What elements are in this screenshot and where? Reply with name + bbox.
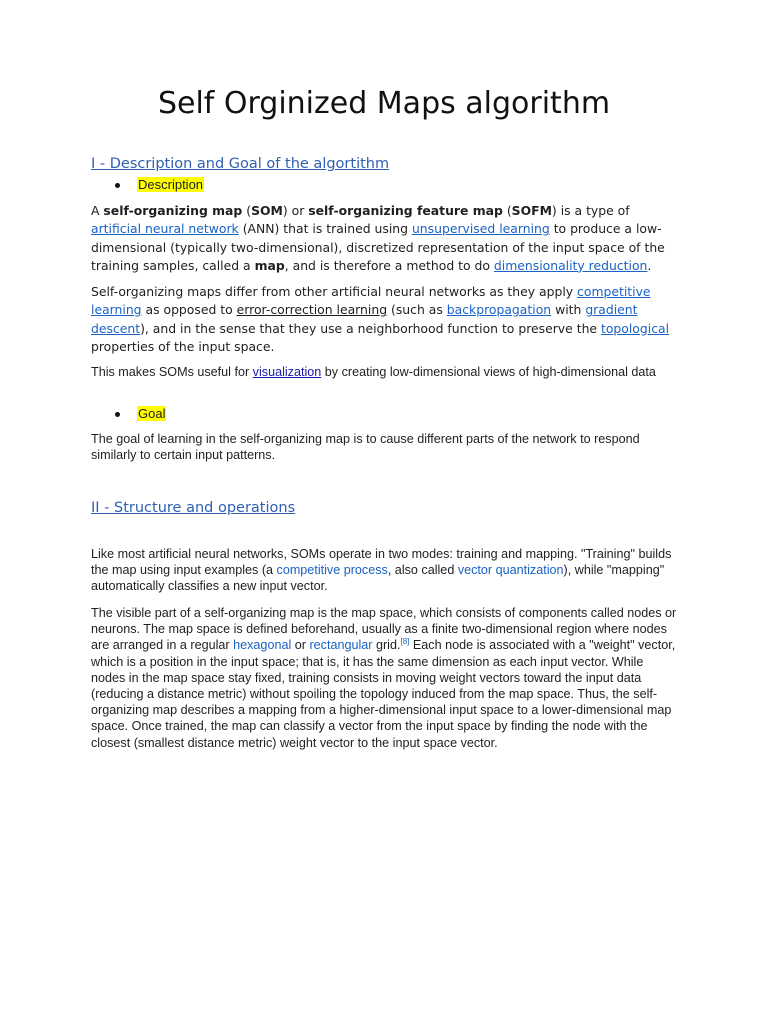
text-run: with <box>551 302 586 318</box>
link-hexagonal[interactable]: hexagonal <box>233 638 292 653</box>
text-run: Each node is associated with a "weight" vector, which is a position in the input space; that is, it has the same dimension as each input vector. While nodes in the map space stay fixed, training consists in moving weight vectors toward the input data (reducing a distance metric) without spoiling the topology induced from the map space. Thus, the self-organizing map describes a mapping from a higher-dimensional input space to a lower-dimensional map space. Once trained, the map can classify a vector from the input space by finding the node with the closest (smallest distance metric) weight vector to the input space vector. <box>91 638 676 750</box>
paragraph-som-visualization <box>91 364 681 380</box>
link-rectangular[interactable]: rectangular <box>309 638 373 653</box>
text-run: The visible part of a self-organizing map is the map space, which consists of components called nodes or neurons. The map space is defined beforehand, usually as a finite two-dimensional region where nodes are arranged in a regular <box>91 606 677 653</box>
link-visualization[interactable]: visualization <box>252 365 322 379</box>
bold-term: map <box>254 257 285 273</box>
section2-heading: II - Structure and operations <box>91 500 296 516</box>
text-run: to produce a low-dimensional (typically two-dimensional), discretized representation of the input space of the training samples, called a <box>91 221 665 273</box>
bullet-description-label: Description <box>138 177 204 192</box>
bold-term: self-organizing map <box>103 203 243 218</box>
paragraph-som-differences <box>91 283 681 356</box>
text-run: ), and in the sense that they use a neighborhood function to preserve the <box>140 320 601 336</box>
link-backpropagation[interactable]: backpropagation <box>446 302 552 318</box>
link-unsupervised-learning[interactable]: unsupervised learning <box>411 221 550 237</box>
paragraph-map-space <box>91 605 681 751</box>
document-title: Self Orginized Maps algorithm <box>157 86 611 121</box>
text-run: (such as <box>387 302 447 318</box>
bold-term: self-organizing feature map <box>308 203 503 218</box>
link-competitive-learning[interactable]: competitive learning <box>91 284 651 318</box>
link-gradient-descent[interactable]: gradient descent <box>91 302 638 336</box>
bullet-dot-icon <box>115 412 120 417</box>
bold-term: SOFM <box>511 203 552 218</box>
paragraph-goal: The goal of learning in the self-organizing map is to cause different parts of the network to respond similarly to certain input patterns. <box>91 432 640 463</box>
text-run: . <box>647 257 652 273</box>
text-run: A <box>91 203 104 218</box>
paragraph-modes <box>91 546 681 595</box>
link-dimensionality-reduction[interactable]: dimensionality reduction <box>493 257 648 273</box>
text-run: Like most artificial neural networks, SOMs operate in two modes: training and mapping. "Training" builds the map using input examples (a <box>91 547 672 578</box>
section1-heading: I - Description and Goal of the algortithm <box>91 156 390 172</box>
text-run: , also called <box>387 563 458 578</box>
text-run: This makes SOMs useful for <box>91 365 253 379</box>
bullet-dot-icon <box>115 183 120 188</box>
link-error-correction-learning[interactable]: error-correction learning <box>236 302 388 318</box>
paragraph-som-definition <box>91 202 681 275</box>
text-run: properties of the input space. <box>91 338 275 354</box>
text-run: or <box>291 638 310 653</box>
link-vector-quantization[interactable]: vector quantization <box>457 563 564 578</box>
text-run: ( <box>502 203 512 218</box>
text-run: ( <box>242 203 252 218</box>
text-run: , and is therefore a method to do <box>284 257 494 273</box>
text-run: grid. <box>372 638 401 653</box>
text-run: Self-organizing maps differ from other artificial neural networks as they apply <box>91 284 578 299</box>
text-run: ) is a type of <box>551 203 630 218</box>
text-run: as opposed to <box>141 302 237 318</box>
text-run: ) or <box>282 203 309 218</box>
link-topological[interactable]: topological <box>600 320 670 336</box>
text-run: by creating low-dimensional views of high-dimensional data <box>321 365 656 379</box>
text-run: ), while "mapping" automatically classifies a new input vector. <box>91 563 665 594</box>
bold-term: SOM <box>251 203 283 218</box>
bullet-goal-label: Goal <box>138 406 166 421</box>
text-run: (ANN) that is trained using <box>238 221 412 237</box>
link-artificial-neural-network[interactable]: artificial neural network <box>91 221 239 237</box>
citation-reference[interactable]: [8] <box>400 637 410 647</box>
link-competitive-process[interactable]: competitive process <box>276 563 388 578</box>
